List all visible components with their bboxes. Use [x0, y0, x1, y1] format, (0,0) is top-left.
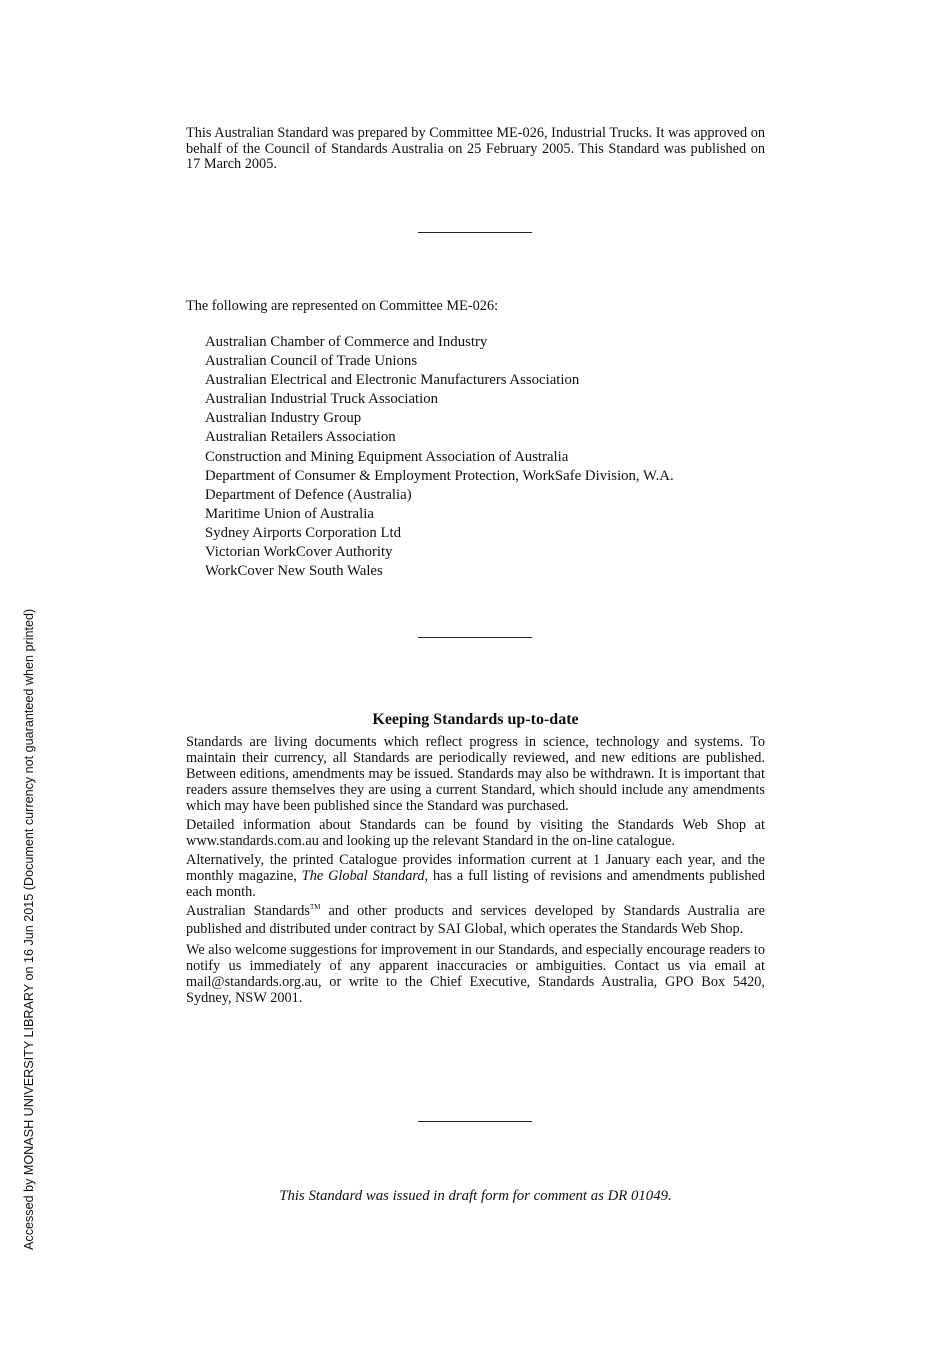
paragraph [186, 903, 765, 938]
keeping-up-to-date-text [186, 734, 765, 1009]
paragraph: Detailed information about Standards can be found by visiting the Standards Web Shop at www.standards.com.au and looking up the relevant Standard in the on-line catalogue. [186, 817, 765, 849]
paragraph [186, 852, 765, 900]
list-item: Victorian WorkCover Authority [205, 544, 393, 561]
text-span: , has a full listing of revisions and amendments published each month. [186, 868, 765, 900]
list-item: Department of Consumer & Employment Protection, WorkSafe Division, W.A. [205, 467, 674, 484]
paragraph: We also welcome suggestions for improvement in our Standards, and especially encourage readers to notify us immediately of any apparent inaccuracies or ambiguities. Contact us via email at mail@standards.org.au, or write to the Chief Executive, Standards Australia, GPO Box 5420, Sydney, NSW 2001. [186, 942, 765, 1006]
list-item: Construction and Mining Equipment Association of Australia [205, 448, 569, 465]
trademark-symbol: TM [309, 903, 321, 912]
committee-intro: The following are represented on Committee ME-026: [186, 298, 499, 314]
list-item: Department of Defence (Australia) [205, 486, 412, 503]
list-item: Australian Industry Group [205, 410, 362, 427]
list-item: Australian Council of Trade Unions [205, 353, 418, 370]
draft-issue-note: This Standard was issued in draft form for comment as DR 01049. [279, 1188, 672, 1204]
list-item: Maritime Union of Australia [205, 505, 374, 522]
section-divider [418, 637, 532, 638]
section-divider [418, 1121, 532, 1122]
list-item: Australian Electrical and Electronic Manufacturers Association [205, 372, 580, 389]
text-span: Australian Standards [186, 903, 310, 919]
section-heading: Keeping Standards up-to-date [372, 711, 579, 728]
list-item: Australian Industrial Truck Association [205, 391, 439, 408]
publication-title: The Global Standard [301, 868, 425, 884]
list-item: WorkCover New South Wales [205, 563, 383, 580]
section-divider [418, 232, 532, 233]
preparation-statement: This Australian Standard was prepared by Committee ME-026, Industrial Trucks. It was approved on behalf of the Council of Standards Australia on 25 February 2005. This Standard was published on 17 March 2005. [186, 125, 765, 172]
committee-member-list [205, 333, 674, 581]
text-span: and other products and services developed by Standards Australia are published and distributed under contract by SAI Global, which operates the Standards Web Shop. [186, 903, 766, 937]
list-item: Australian Chamber of Commerce and Industry [205, 334, 488, 350]
list-item: Australian Retailers Association [205, 429, 396, 446]
text-span: Alternatively, the printed Catalogue provides information current at 1 January each year, and the monthly magazine, [186, 852, 765, 884]
paragraph: Standards are living documents which reflect progress in science, technology and systems. To maintain their currency, all Standards are periodically reviewed, and new editions are published. Between editions, amendments may be issued. Standards may also be withdrawn. It is important that readers assure themselves they are using a current Standard, which should include any amendments which may have been published since the Standard was purchased. [186, 734, 765, 814]
list-item: Sydney Airports Corporation Ltd [205, 524, 402, 541]
access-stamp: Accessed by MONASH UNIVERSITY LIBRARY on 16 Jun 2015 (Document currency not guaranteed when printed) [22, 608, 36, 1250]
